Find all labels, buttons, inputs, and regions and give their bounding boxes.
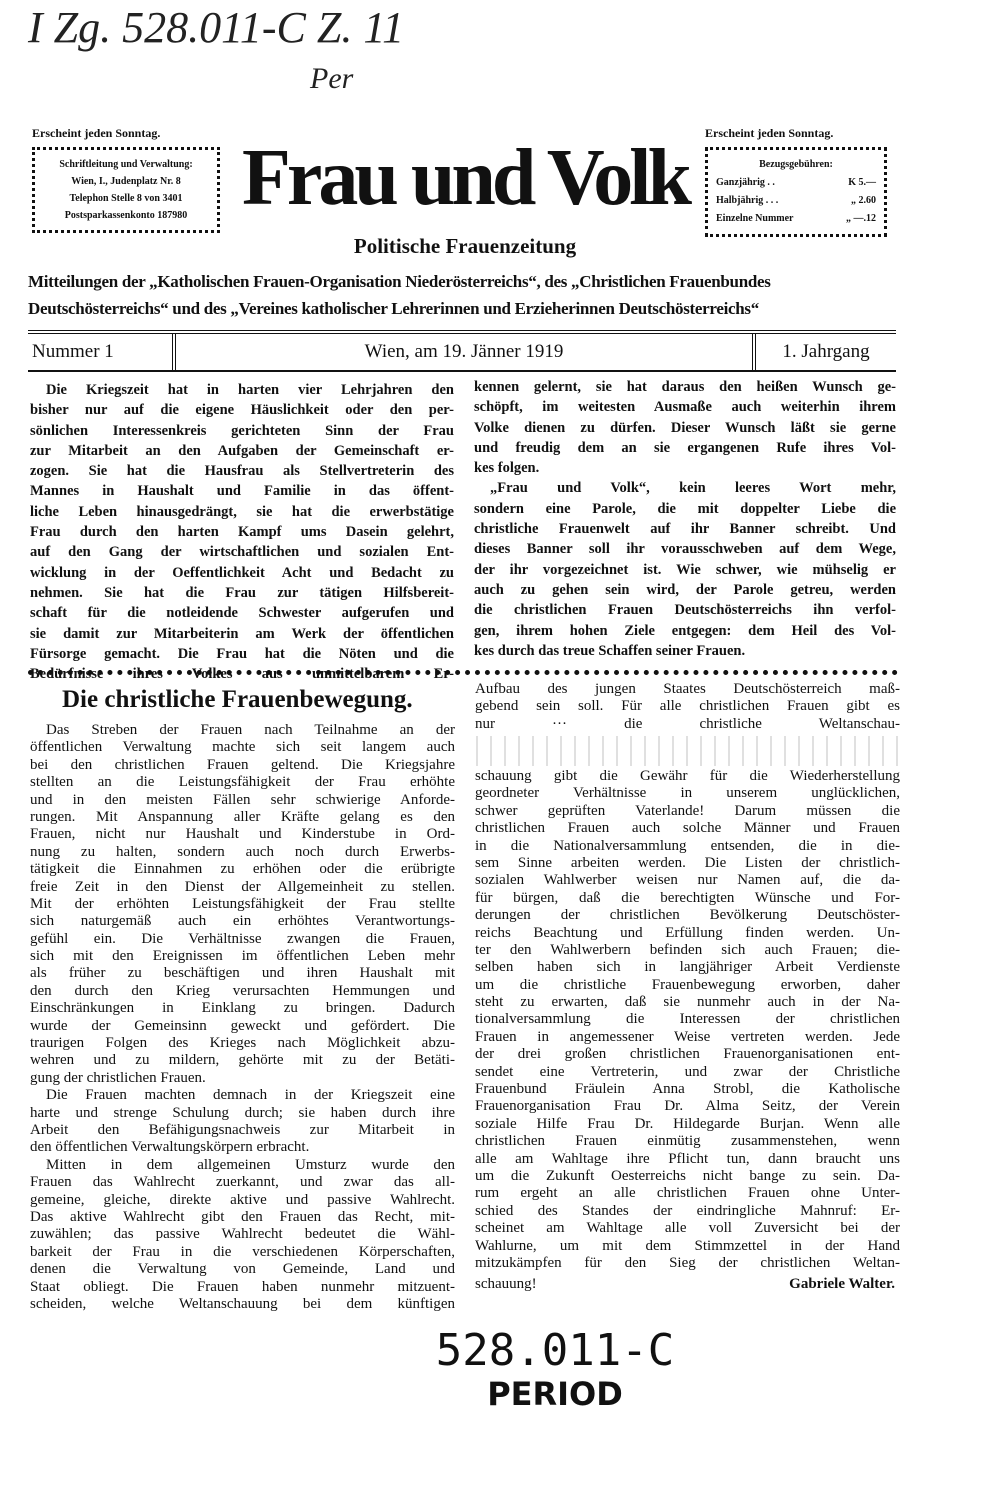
affiliation-line: Mitteilungen der „Katholischen Frauen-Organisation Niederösterreichs“, des „Christlichen Frauenbundes: [28, 272, 771, 291]
handwritten-shelfmark: I Zg. 528.011-C Z. 11: [28, 3, 405, 52]
text-line: stellten an die Leistungsfähigkeit der Frau erhöhte: [30, 774, 455, 791]
text-line: steht zu erwarten, daß sie nunmehr auch in der Na-: [475, 994, 900, 1011]
text-line: zogen. Sie hat die Hausfrau als Stellvertreterin des: [30, 463, 454, 480]
text-line: rum ergeht an alle christlichen Frauen ohne Unter-: [475, 1185, 900, 1202]
text-line: wurde der Gemeinsinn geweckt und gefördert. Die: [30, 1017, 455, 1034]
text-line: zur Mitarbeit an den Aufgaben der Gemeinschaft er-: [30, 442, 454, 459]
text-line: wehren und zu mildern, gehörte mit zu der Betäti-: [30, 1052, 455, 1069]
text-line: alle am Wahltage ihre Pflicht tun, dann braucht uns: [475, 1150, 900, 1167]
text-line: Einschränkungen in Einklang zu bringen. Dadurch: [30, 1000, 455, 1017]
text-line: bisher nur auf die eigene Häuslichkeit oder den per-: [30, 402, 454, 419]
price-label: Einzelne Nummer: [716, 213, 794, 224]
text-line: rungen. Mit Anspannung aller Kräfte gelang es den: [30, 808, 455, 825]
price-row: [716, 210, 876, 228]
issue-volume: 1. Jahrgang: [782, 341, 870, 362]
section-divider: [28, 670, 898, 675]
text-line: Das Streben der Frauen nach Teilnahme an der: [46, 722, 455, 738]
text-line: freie Zeit in den Dienst der Allgemeinheit zu stellen.: [30, 878, 455, 895]
price-label: Halbjährig . . .: [716, 195, 779, 206]
text-line: den durch den Krieg verursachten Hemmungen und: [30, 982, 455, 999]
text-line: barkeit der Frau in die verschiedenen Körperschaften,: [30, 1243, 455, 1260]
price-value: „ 2.60: [851, 195, 876, 206]
price-value: K 5.—: [848, 177, 876, 188]
text-line: in die Nationalversammlung entsenden, die in die-: [475, 837, 900, 854]
text-line: Frauenorganisation Frau Dr. Alma Seitz, der Verein: [475, 1098, 900, 1115]
text-line: Die Frauen machten demnach in der Kriegszeit eine: [46, 1087, 455, 1104]
handwritten-note: Per: [310, 62, 354, 95]
text-line: liche Leben hinausgedrängt, sie hat die erwerbstätige: [30, 503, 454, 520]
newspaper-subtitle: Politische Frauenzeitung: [353, 234, 577, 258]
text-line: christlichen Frauen auch solche Männer und Frauen: [475, 820, 900, 837]
text-line: Frauenbund Fräulein Anna Strobl, die Katholische: [475, 1081, 900, 1098]
text-line: auch zu gehen sein wird, der Parole getreu, werden: [474, 581, 896, 598]
intro-column-left: [30, 380, 454, 684]
text-line: sönlichen Interessenkreis gerichteten Sinn der Frau: [30, 422, 454, 439]
torn-paper-damage: [470, 736, 910, 766]
text-line: nur ··· die christliche Weltanschau-: [475, 715, 900, 732]
text-line: sem Sinne arbeiten werden. Die Listen der christlich-: [475, 854, 900, 871]
affiliation-statement: [28, 268, 898, 322]
text-line: gebend sein soll. Für alle christlichen Frauen gibt es: [475, 698, 900, 715]
article-column-right-top: [475, 681, 900, 733]
publication-frequency: Erscheint jeden Sonntag.: [32, 126, 161, 140]
text-line: „Frau und Volk“, kein leeres Wort mehr,: [490, 480, 896, 497]
text-line: sie damit zur Mitarbeiterin am Werk der öffentlichen: [30, 625, 454, 642]
stamp-number: 528.011-C: [435, 1325, 675, 1376]
text-line: Frau durch den harten Kampf ums Dasein gelehrt,: [30, 524, 454, 541]
text-line: selben haben sich in langjähriger Arbeit Verdienste: [475, 959, 900, 976]
issue-info-bar: [28, 330, 896, 372]
text-line: dieses Banner soll ihr vorausschweben auf dem Wege,: [474, 541, 896, 558]
text-line: scheinet am Wahltage alle voll Zuversicht bei der: [475, 1220, 900, 1237]
article-closing: [475, 1276, 895, 1293]
publication-frequency: Erscheint jeden Sonntag.: [705, 126, 834, 140]
text-line: der drei großen christlichen Frauenorganisationen ent-: [475, 1046, 900, 1063]
price-row: [716, 192, 876, 210]
article-column-left: [30, 722, 455, 1313]
text-line: Mitten in dem allgemeinen Umsturz wurde den: [46, 1156, 455, 1173]
newspaper-title: Frau und Volk: [241, 134, 689, 222]
editorial-address-line: Telephon Stelle 8 von 3401: [69, 193, 183, 204]
text-line: traurigen Folgen des Krieges nach Möglichkeit abzu-: [30, 1035, 455, 1052]
text-line: Frauen das Wahlrecht zuerkannt, und zwar das all-: [30, 1174, 455, 1191]
text-line: Frauen, nicht nur Haushalt und Kinderstube in Ord-: [30, 826, 455, 843]
text-line: Staat obliegt. Die Frauen haben nunmehr mitzuent-: [30, 1278, 455, 1295]
text-line: ter den Wahlwerbern befinden sich auch Frauen; die-: [475, 941, 900, 958]
text-line: als früher zu beschäftigen und ihren Haushalt mit: [30, 965, 455, 982]
text-line: kes durch das treue Schaffen seiner Frauen.: [474, 642, 746, 659]
text-line: nehmen. Sie hat die Frau zur tätigen Hilfsbereit-: [30, 584, 454, 601]
text-line: Die Kriegszeit hat in harten vier Lehrjahren den: [46, 382, 454, 398]
stamp-label: PERIOD: [487, 1375, 623, 1413]
text-line: christliche Frauenwelt auf ihr Banner schreibt. Und: [474, 521, 896, 538]
affiliation-line: Deutschösterreichs“ und des „Vereines katholischer Lehrerinnen und Erzieherinnen Deutschösterreichs“: [28, 299, 759, 318]
text-line: Das aktive Wahlrecht gibt den Frauen das Recht, mit-: [30, 1208, 455, 1225]
issue-dateline: Wien, am 19. Jänner 1919: [176, 334, 756, 370]
closing-word: schauung!: [475, 1276, 537, 1292]
text-line: sich naturgemäß auch ein erhöhtes Verantwortungs-: [30, 913, 455, 930]
text-line: für bürgen, daß die berechtigten Wünsche und For-: [475, 889, 900, 906]
text-line: tätigkeit die Einnahmen zu erhöhen oder die erübrigte: [30, 861, 455, 878]
text-line: sozialen Wahlwerber weisen nur Namen auf, die da-: [475, 872, 900, 889]
text-line: sich mit den Ereignissen im öffentlichen Leben mehr: [30, 948, 455, 965]
text-line: sendet eine Vertreterin, und zwar der Christliche: [475, 1063, 900, 1080]
text-line: schwer geprüften Vaterlande! Darum müssen die: [475, 802, 900, 819]
text-line: sondern eine Parole, die mit doppelter Liebe die: [474, 500, 896, 517]
text-line: und in den meisten Fällen sehr schwierige Anforde-: [30, 791, 455, 808]
article-column-right: [475, 768, 900, 1272]
text-line: und freudig dem an sie ergangenen Rufe ihres Vol-: [474, 439, 896, 456]
price-row: [716, 174, 876, 192]
text-line: Fürsorge gemacht. Die Frau hat die Nöten und die: [30, 645, 454, 662]
text-line: um die Zukunft Oesterreichs nicht bange zu sein. Da-: [475, 1167, 900, 1184]
text-line: bei den christlichen Frauen geltend. Die Kriegsjahre: [30, 756, 455, 773]
text-line: schied des Standes der eindringliche Mahnruf: Er-: [475, 1202, 900, 1219]
text-line: gefühl ein. Die Verhältnisse zwangen die Frauen,: [30, 930, 455, 947]
text-line: den öffentlichen Verwaltungskörpern erbracht.: [30, 1139, 310, 1156]
masthead-left-info: [32, 126, 220, 233]
text-line: Mannes in Haushalt und Familie in das öffent-: [30, 483, 454, 500]
issue-number: Nummer 1: [28, 334, 176, 370]
text-line: gung der christlichen Frauen.: [30, 1069, 206, 1086]
archive-stamp: [420, 1326, 690, 1412]
text-line: reichs Beachtung und Erfüllung finden werden. Un-: [475, 924, 900, 941]
editorial-address-line: Wien, I., Judenplatz Nr. 8: [71, 176, 181, 187]
author-signature: Gabriele Walter.: [789, 1276, 895, 1292]
intro-column-right: [474, 377, 896, 661]
text-line: schauung gibt die Gewähr für die Wiederherstellung: [475, 768, 900, 784]
text-line: um die christliche Frauenbewegung erworben, daher: [475, 976, 900, 993]
editorial-address-line: Postsparkassenkonto 187980: [64, 210, 188, 221]
text-line: auf den Gang der wirtschaftlichen und sozialen Ent-: [30, 544, 454, 561]
text-line: Volke dienen zu dürfen. Dieser Wunsch läßt sie gerne: [474, 419, 896, 436]
text-line: schaft für die notleidende Schwester aufgerufen und: [30, 605, 454, 622]
article-headline: Die christliche Frauenbewegung.: [62, 686, 413, 713]
text-line: wicklung in der Oeffentlichkeit Acht und Bedacht zu: [30, 564, 454, 581]
text-line: öffentlichen Verwaltung machte sich seit langem auch: [30, 739, 455, 756]
text-line: christlichen Frauen einmütig zusammenstehen, wenn: [475, 1133, 900, 1150]
subscription-heading: Bezugsgebühren:: [759, 159, 833, 170]
text-line: Aufbau des jungen Staates Deutschösterreich maß-: [475, 681, 900, 697]
text-line: mitzukämpfen für den Sieg der christlichen Weltan-: [475, 1254, 900, 1271]
text-line: kennen gelernt, sie hat daraus den heißen Wunsch ge-: [474, 379, 896, 395]
text-line: tionalversammlung die Interessen der christlichen: [475, 1011, 900, 1028]
text-line: geordneter Verhältnisse in unserem unglücklichen,: [475, 785, 900, 802]
text-line: die christlichen Frauen Deutschösterreichs ihn verfol-: [474, 602, 896, 619]
text-line: Wahlurne, um mit dem Stimmzettel in der Hand: [475, 1237, 900, 1254]
editorial-address-line: Schriftleitung und Verwaltung:: [59, 159, 193, 170]
text-line: denen die Verwaltung von Gemeinde, Land und: [30, 1261, 455, 1278]
text-line: Mit der erhöhten Leistungsfähigkeit der Frau stellte: [30, 895, 455, 912]
text-line: der ihr vorgezeichnet ist. Wie schwer, wie mühselig er: [474, 561, 896, 578]
masthead-right-info: [705, 126, 887, 237]
text-line: Arbeit den Befähigungsnachweis zur Mitarbeit in: [30, 1121, 455, 1138]
text-line: schöpft, im weitesten Ausmaße auch weiterhin ihrem: [474, 399, 896, 416]
text-line: zuwählen; das passive Wahlrecht bedeutet die Wähl-: [30, 1226, 455, 1243]
text-line: gemeine, gleiche, direkte aktive und passive Wahlrecht.: [30, 1191, 455, 1208]
text-line: kes folgen.: [474, 460, 540, 477]
text-line: derungen der christlichen Bevölkerung Deutschöster-: [475, 907, 900, 924]
price-value: „ —.12: [846, 213, 876, 224]
text-line: Frauen in angemessener Weise vertreten werden. Jede: [475, 1028, 900, 1045]
text-line: soziale Hilfe Frau Dr. Hildegarde Burjan. Wenn alle: [475, 1115, 900, 1132]
text-line: Bedürfnisse ihres Volkes aus unmittelbarem Er-: [30, 666, 454, 683]
text-line: scheiden, welche Weltanschauung bei dem künftigen: [30, 1295, 455, 1312]
price-label: Ganzjährig . .: [716, 177, 775, 188]
text-line: nung zu halten, sondern auch noch durch Erwerbs-: [30, 843, 455, 860]
text-line: harte und strenge Schulung durch; sie haben durch ihre: [30, 1104, 455, 1121]
text-line: gen, ihrem hohen Ziele entgegen: dem Heil des Vol-: [474, 622, 896, 639]
